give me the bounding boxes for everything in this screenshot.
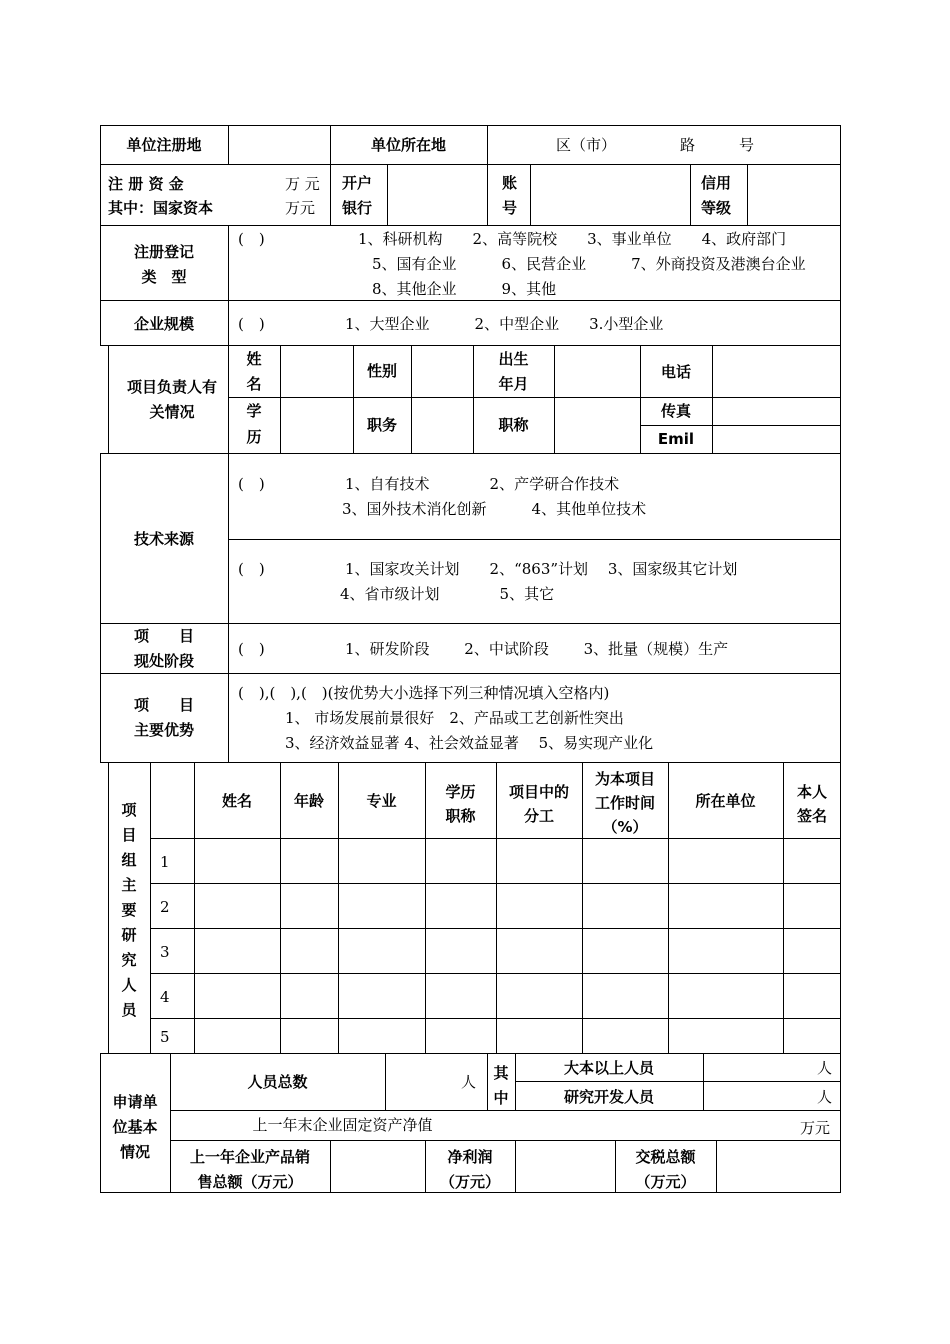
gender-label: 性别 xyxy=(366,362,397,380)
rule xyxy=(100,345,841,346)
rule xyxy=(712,345,713,453)
rule xyxy=(385,1053,386,1110)
among-label: 其 中 xyxy=(493,1064,509,1107)
bank-label-2: 银行 xyxy=(342,199,373,217)
rule xyxy=(703,1053,704,1110)
advantage-label: 项 目 xyxy=(133,696,194,714)
wan-yuan-label: 万 元 xyxy=(285,175,320,193)
rule xyxy=(100,1053,841,1054)
scale-bracket[interactable]: ( ) xyxy=(238,315,265,333)
reg-capital-label: 注 册 资 金 xyxy=(108,175,184,193)
advantage-label-2: 主要优势 xyxy=(133,721,194,739)
tax-label-2: （万元） xyxy=(635,1173,696,1191)
reg-type-label-2: 类 型 xyxy=(141,268,187,286)
rule xyxy=(228,539,841,540)
rule xyxy=(690,164,691,225)
advantage-line-1: ( ),( ),( )(按优势大小选择下列三种情况填入空格内) xyxy=(238,684,610,702)
location-label: 单位所在地 xyxy=(370,136,446,154)
rule xyxy=(387,164,388,225)
credit-label-2: 等级 xyxy=(701,199,732,217)
college-label: 大本以上人员 xyxy=(563,1059,654,1077)
fax-label: 传真 xyxy=(660,402,691,420)
title-label: 职称 xyxy=(498,416,529,434)
email-label: Emil xyxy=(657,430,695,448)
edu-label-2: 历 xyxy=(246,428,262,446)
rule xyxy=(100,225,841,226)
advantage-line-2: 1、 市场发展前景很好 2、产品或工艺创新性突出 xyxy=(285,709,624,727)
tech-options: 1、自有技术 2、产学研合作技术 xyxy=(345,475,620,493)
rule xyxy=(100,1192,841,1193)
rule xyxy=(747,164,748,225)
reg-type-label: 注册登记 xyxy=(133,243,194,261)
staff-header-age: 年龄 xyxy=(293,792,324,810)
tech-plan-bracket[interactable]: ( ) xyxy=(238,560,265,578)
staff-header-time: 为本项目 工作时间 （%） xyxy=(594,770,655,836)
sales-label: 上一年企业产品销 xyxy=(189,1148,310,1166)
reg-type-options: 1、科研机构 2、高等院校 3、事业单位 4、政府部门 xyxy=(358,230,787,248)
rule xyxy=(100,623,841,624)
rule xyxy=(100,453,101,762)
rule xyxy=(515,1081,841,1082)
district-label: 区（市） xyxy=(556,136,617,154)
rule xyxy=(515,1140,516,1192)
bank-label: 开户 xyxy=(342,174,373,192)
road-label: 路 xyxy=(680,136,696,154)
rule xyxy=(100,125,841,126)
rule xyxy=(554,345,555,453)
sales-label-2: 售总额（万元） xyxy=(197,1173,303,1191)
staff-row-number: 5 xyxy=(160,1028,170,1046)
rule xyxy=(100,300,841,301)
rule xyxy=(840,125,841,1192)
wan-yuan-unit: 万元 xyxy=(800,1119,831,1137)
birth-label: 出生 xyxy=(498,350,529,368)
rule xyxy=(716,1140,717,1192)
rule xyxy=(640,425,841,426)
rule xyxy=(100,453,841,454)
rule xyxy=(100,762,841,763)
fixed-assets-label: 上一年末企业固定资产净值 xyxy=(252,1116,433,1134)
name-label-2: 名 xyxy=(246,375,262,393)
birth-label-2: 年月 xyxy=(498,375,529,393)
account-label: 账 xyxy=(502,174,518,192)
rule xyxy=(228,225,229,762)
phone-label: 电话 xyxy=(660,363,691,381)
stage-bracket[interactable]: ( ) xyxy=(238,640,265,658)
profit-label-2: （万元） xyxy=(439,1173,500,1191)
edu-label: 学 xyxy=(246,402,262,420)
staff-header-name: 姓名 xyxy=(221,792,252,810)
scale-options: 1、大型企业 2、中型企业 3.小型企业 xyxy=(345,315,664,333)
person-unit-3: 人 xyxy=(817,1088,833,1106)
staff-side-label: 项 目 组 主 要 研 究 人 员 xyxy=(121,801,137,1019)
rule xyxy=(150,762,151,1053)
staff-row-number: 2 xyxy=(160,898,170,916)
tech-label: 技术来源 xyxy=(133,530,194,548)
scale-label: 企业规模 xyxy=(133,315,194,333)
tech-plan-options-2: 4、省市级计划 5、其它 xyxy=(340,585,555,603)
staff-header-sign: 本人 签名 xyxy=(796,783,827,825)
rule xyxy=(530,164,531,225)
tech-options-2: 3、国外技术消化创新 4、其他单位技术 xyxy=(342,500,647,518)
rule xyxy=(228,125,229,164)
rule xyxy=(330,1140,331,1192)
rule xyxy=(487,125,488,225)
reg-place-label: 单位注册地 xyxy=(126,136,202,154)
name-label: 姓 xyxy=(246,350,262,368)
rule xyxy=(170,1140,841,1141)
stage-label: 项 目 xyxy=(133,627,194,645)
reg-type-options-2: 5、国有企业 6、民营企业 7、外商投资及港澳台企业 xyxy=(372,255,806,273)
basic-side-label: 申请单 位基本 情况 xyxy=(112,1093,158,1161)
rule xyxy=(108,345,109,453)
rule xyxy=(280,345,281,453)
person-unit: 人 xyxy=(461,1073,477,1091)
rule xyxy=(228,397,841,398)
staff-row-number: 4 xyxy=(160,988,170,1006)
leader-label: 项目负责人有 xyxy=(126,378,217,396)
staff-header-role: 项目中的 分工 xyxy=(508,783,569,825)
state-capital-label: 其中：国家资本 xyxy=(108,199,214,217)
total-staff-label: 人员总数 xyxy=(247,1073,308,1091)
staff-header-edu: 学历 职称 xyxy=(445,783,476,825)
wan-yuan-label-2: 万元 xyxy=(285,199,316,217)
account-label-2: 号 xyxy=(502,199,518,217)
tax-label: 交税总额 xyxy=(635,1148,696,1166)
tech-plan-options: 1、国家攻关计划 2、“863”计划 3、国家级其它计划 xyxy=(345,560,738,578)
stage-label-2: 现处阶段 xyxy=(133,652,194,670)
person-unit-2: 人 xyxy=(817,1059,833,1077)
staff-row-number: 3 xyxy=(160,943,170,961)
advantage-line-3: 3、经济效益显著 4、社会效益显著 5、易实现产业化 xyxy=(285,734,654,752)
number-label: 号 xyxy=(739,136,755,154)
reg-type-options-3: 8、其他企业 9、其他 xyxy=(372,280,557,298)
reg-type-bracket[interactable]: ( ) xyxy=(238,230,265,248)
post-label: 职务 xyxy=(366,416,397,434)
credit-label: 信用 xyxy=(701,174,732,192)
tech-bracket[interactable]: ( ) xyxy=(238,475,265,493)
rule xyxy=(100,125,101,345)
rule xyxy=(100,673,841,674)
profit-label: 净利润 xyxy=(447,1148,493,1166)
rule xyxy=(100,164,841,165)
staff-header-major: 专业 xyxy=(366,792,397,810)
rule xyxy=(411,345,412,453)
stage-options: 1、研发阶段 2、中试阶段 3、批量（规模）生产 xyxy=(345,640,729,658)
rd-label: 研究开发人员 xyxy=(563,1088,654,1106)
staff-header-unit: 所在单位 xyxy=(695,792,756,810)
staff-row-number: 1 xyxy=(160,853,170,871)
leader-label-2: 关情况 xyxy=(149,403,195,421)
